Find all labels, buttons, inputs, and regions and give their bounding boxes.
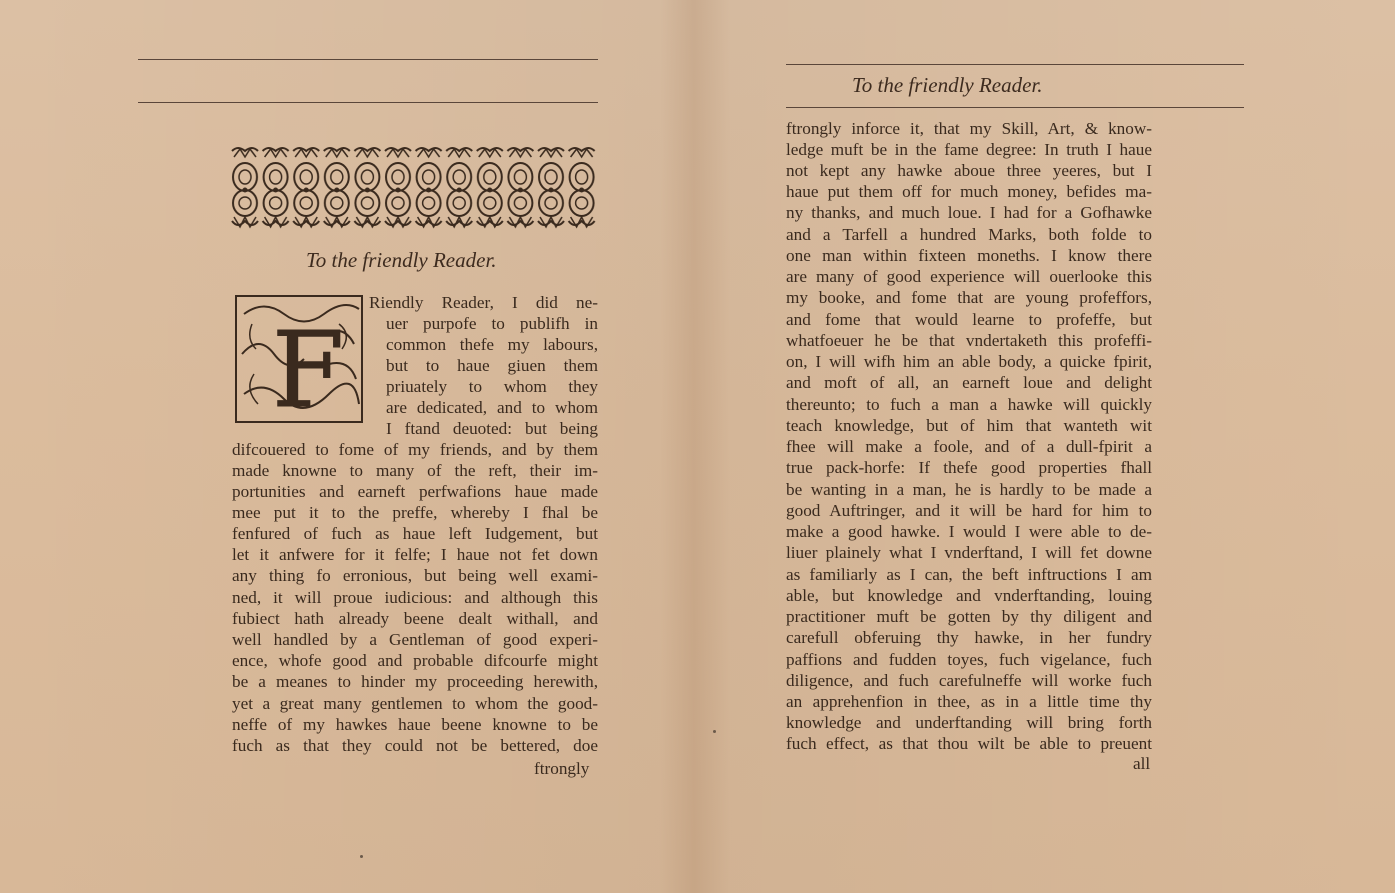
text-line: ny thanks, and much loue. I had for a Gofhawke xyxy=(786,203,1152,222)
text-line: whatfoeuer he be that vndertaketh this profeffi- xyxy=(786,331,1152,350)
text-line: Riendly Reader, I did ne- xyxy=(369,293,598,312)
text-line: common thefe my labours, xyxy=(386,335,598,354)
running-head: To the friendly Reader. xyxy=(852,73,1043,97)
text-line: mee put it to the preffe, whereby I fhal be xyxy=(232,503,598,522)
text-line: and fome that would learne to profeffe, but xyxy=(786,310,1152,329)
text-line: fuch as that they could not be bettered, doe xyxy=(232,736,598,755)
top-rule xyxy=(138,59,598,60)
text-line: fubiect hath already beene dealt withall, and xyxy=(232,609,598,628)
left-page xyxy=(0,0,697,893)
text-line: fhee will make a foole, and of a dull-fpirit a xyxy=(786,437,1152,456)
text-line: are dedicated, and to whom xyxy=(386,398,598,417)
text-line: true pack-horfe: If thefe good properties fhall xyxy=(786,458,1152,477)
drop-cap-letter: F xyxy=(272,309,345,424)
text-line: let it anfwere for it felfe; I haue not fet down xyxy=(232,545,598,564)
text-line: ned, it will proue iudicious: and although this xyxy=(232,588,598,607)
decorated-initial-f xyxy=(234,294,364,424)
text-line: teach knowledge, but of him that wanteth wit xyxy=(786,416,1152,435)
text-line: made knowne to many of the reft, their im- xyxy=(232,461,598,480)
text-line: any thing fo erronious, but being well exami- xyxy=(232,566,598,585)
text-line: paffions and fudden toyes, fuch vigelance, fuch xyxy=(786,650,1152,669)
text-line: difcouered to fome of my friends, and by them xyxy=(232,440,598,459)
text-line: well handled by a Gentleman of good experi- xyxy=(232,630,598,649)
text-line: fenfured of fuch as haue left Iudgement, but xyxy=(232,524,598,543)
text-line: not kept any hawke aboue three yeeres, but I xyxy=(786,161,1152,180)
text-line: ledge muft be in the fame degree: In truth I haue xyxy=(786,140,1152,159)
text-line: thereunto; to fuch a man a hawke will quickly xyxy=(786,395,1152,414)
text-line: ence, whofe good and probable difcourfe might xyxy=(232,651,598,670)
text-line: be a meanes to hinder my proceeding herewith, xyxy=(232,672,598,691)
text-line: neffe of my hawkes haue beene knowne to be xyxy=(232,715,598,734)
text-line: ftrongly inforce it, that my Skill, Art, & know- xyxy=(786,119,1152,138)
top-rule xyxy=(786,64,1244,65)
text-line: on, I will wifh him an able body, a quicke fpirit, xyxy=(786,352,1152,371)
right-page xyxy=(697,0,1395,893)
text-line: are many of good experience will ouerlooke this xyxy=(786,267,1152,286)
catchword: ftrongly xyxy=(534,759,590,778)
text-line: carefull obferuing thy hawke, in her fundry xyxy=(786,628,1152,647)
text-line: and a Tarfell a hundred Marks, both folde to xyxy=(786,225,1152,244)
text-line: I ftand deuoted: but being xyxy=(386,419,598,438)
paper-speck xyxy=(360,855,363,858)
text-line: as familiarly as I can, the beft inftructions I am xyxy=(786,565,1152,584)
text-line: but to haue giuen them xyxy=(386,356,598,375)
text-line: haue put them off for much money, befides ma- xyxy=(786,182,1152,201)
text-line: my booke, and fome that are young profeffors, xyxy=(786,288,1152,307)
text-line: and moft of all, an earneft loue and delight xyxy=(786,373,1152,392)
text-line: knowledge and underftanding will bring forth xyxy=(786,713,1152,732)
text-line: priuately to whom they xyxy=(386,377,598,396)
header-rule xyxy=(138,102,598,103)
page-heading: To the friendly Reader. xyxy=(306,248,497,272)
text-line: good Auftringer, and it will be hard for him to xyxy=(786,501,1152,520)
text-line: liuer plainely what I vnderftand, I will fet downe xyxy=(786,543,1152,562)
text-line: portunities and earneft perfwafions haue made xyxy=(232,482,598,501)
text-line: one man within fixteen moneths. I know there xyxy=(786,246,1152,265)
text-line: uer purpofe to publifh in xyxy=(386,314,598,333)
paper-speck xyxy=(713,730,716,733)
catchword: all xyxy=(1133,754,1151,773)
text-line: yet a great many gentlemen to whom the good- xyxy=(232,694,598,713)
text-line: an apprehenfion in thee, as in a little time thy xyxy=(786,692,1152,711)
text-line: able, but knowledge and vnderftanding, louing xyxy=(786,586,1152,605)
text-line: fuch effect, as that thou wilt be able to preuent xyxy=(786,734,1152,753)
text-line: diligence, and fuch carefulneffe will worke fuch xyxy=(786,671,1152,690)
text-line: make a good hawke. I would I were able to de- xyxy=(786,522,1152,541)
ornamental-headpiece xyxy=(230,145,598,231)
text-line: be wanting in a man, he is hardly to be made a xyxy=(786,480,1152,499)
header-rule xyxy=(786,107,1244,108)
text-line: practitioner muft be gotten by thy diligent and xyxy=(786,607,1152,626)
